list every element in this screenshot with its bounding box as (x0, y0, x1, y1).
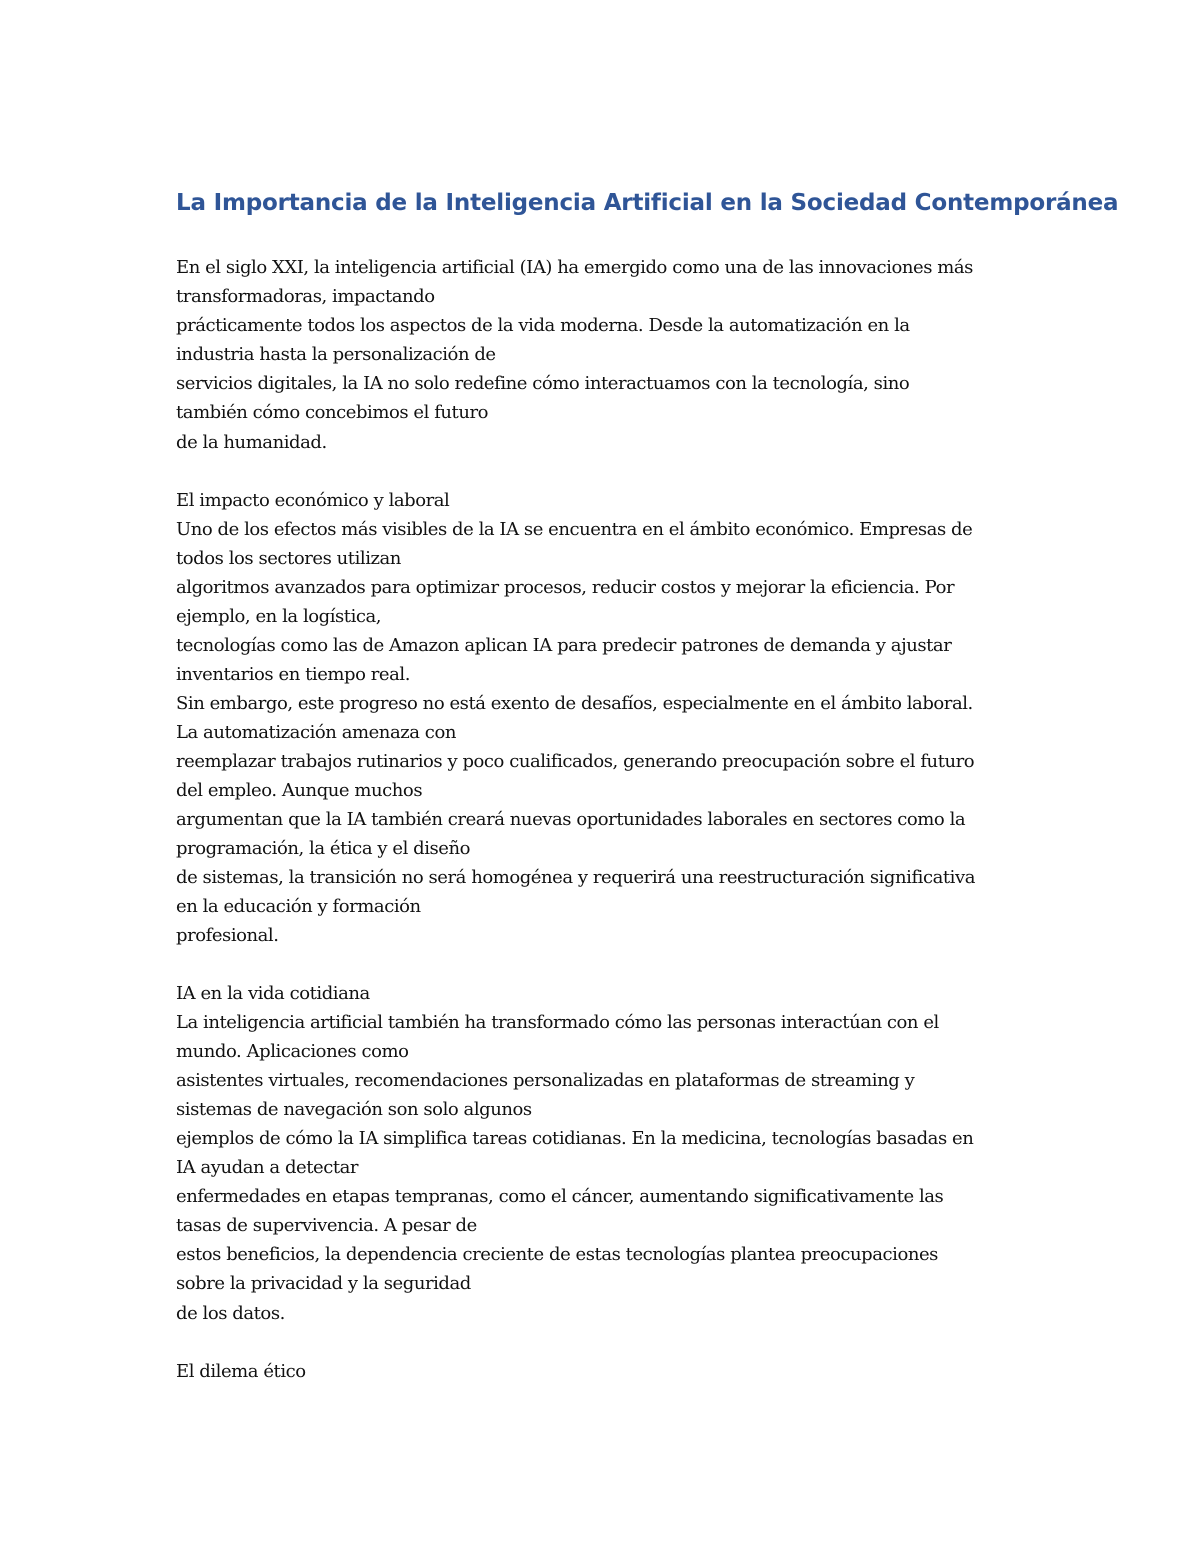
text-line: también cómo concebimos el futuro (176, 402, 489, 423)
text-line: enfermedades en etapas tempranas, como el cáncer, aumentando significativamente las (176, 1186, 944, 1207)
section-heading: IA en la vida cotidiana (176, 983, 370, 1004)
text-line: Uno de los efectos más visibles de la IA se encuentra en el ámbito económico. Empresas de (176, 519, 973, 540)
text-line: programación, la ética y el diseño (176, 838, 471, 859)
text-line: servicios digitales, la IA no solo redefine cómo interactuamos con la tecnología, sino (176, 373, 910, 394)
text-line: tecnologías como las de Amazon aplican IA para predecir patrones de demanda y ajustar (176, 635, 952, 656)
text-line: reemplazar trabajos rutinarios y poco cualificados, generando preocupación sobre el futuro (176, 751, 975, 772)
text-line: ejemplo, en la logística, (176, 606, 382, 627)
text-line: industria hasta la personalización de (176, 344, 496, 365)
text-line: argumentan que la IA también creará nuevas oportunidades laborales en sectores como la (176, 809, 966, 830)
text-line: transformadoras, impactando (176, 286, 435, 307)
text-line: algoritmos avanzados para optimizar procesos, reducir costos y mejorar la eficiencia. Por (176, 577, 955, 598)
text-line: todos los sectores utilizan (176, 548, 401, 569)
text-line: mundo. Aplicaciones como (176, 1041, 409, 1062)
text-line: en la educación y formación (176, 896, 421, 917)
text-line: de sistemas, la transición no será homogénea y requerirá una reestructuración significativa (176, 867, 975, 888)
text-line: sistemas de navegación son solo algunos (176, 1099, 532, 1120)
text-line: asistentes virtuales, recomendaciones personalizadas en plataformas de streaming y (176, 1070, 915, 1091)
text-line: estos beneficios, la dependencia creciente de estas tecnologías plantea preocupaciones (176, 1244, 938, 1265)
text-line: ejemplos de cómo la IA simplifica tareas cotidianas. En la medicina, tecnologías basadas en (176, 1128, 974, 1149)
text-line: inventarios en tiempo real. (176, 664, 410, 685)
text-line: de los datos. (176, 1303, 285, 1324)
text-line: prácticamente todos los aspectos de la vida moderna. Desde la automatización en la (176, 315, 910, 336)
text-line: sobre la privacidad y la seguridad (176, 1273, 471, 1294)
section-heading: El impacto económico y laboral (176, 490, 450, 511)
text-line: Sin embargo, este progreso no está exento de desafíos, especialmente en el ámbito laboral. (176, 693, 973, 714)
text-line: profesional. (176, 925, 279, 946)
section-heading: El dilema ético (176, 1361, 306, 1382)
text-line: de la humanidad. (176, 432, 327, 453)
text-line: En el siglo XXI, la inteligencia artificial (IA) ha emergido como una de las innovaciones más (176, 257, 973, 278)
text-line: tasas de supervivencia. A pesar de (176, 1215, 477, 1236)
document-title: La Importancia de la Inteligencia Artificial en la Sociedad Contemporánea (176, 190, 1119, 216)
text-line: IA ayudan a detectar (176, 1157, 359, 1178)
text-line: La inteligencia artificial también ha transformado cómo las personas interactúan con el (176, 1012, 939, 1033)
text-line: del empleo. Aunque muchos (176, 780, 423, 801)
text-line: La automatización amenaza con (176, 722, 456, 743)
